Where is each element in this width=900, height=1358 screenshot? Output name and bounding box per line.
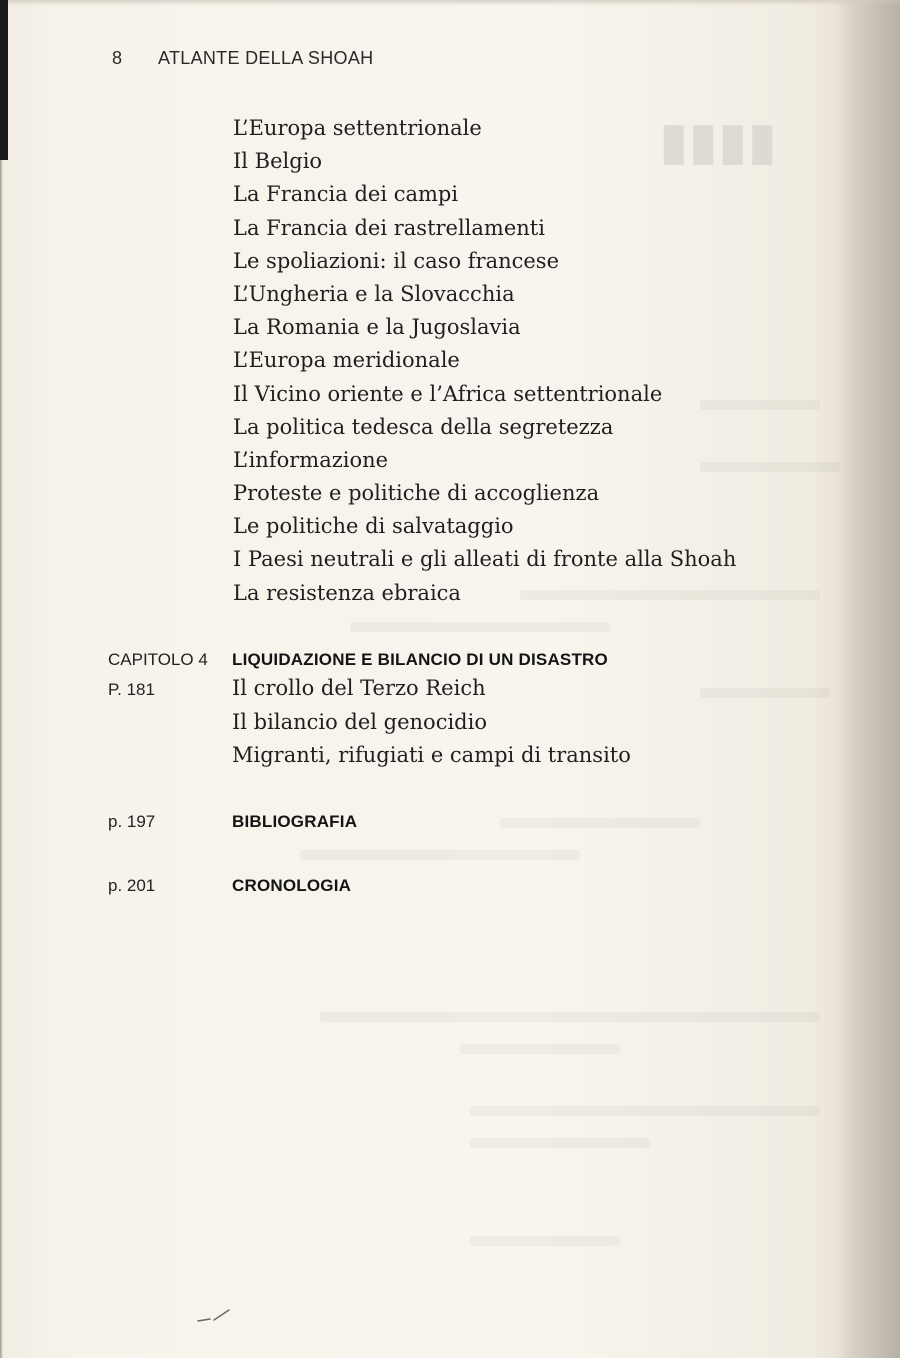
toc-entry: Il Vicino oriente e l’Africa settentrionale (233, 381, 663, 406)
toc-entry: Il crollo del Terzo Reich (232, 676, 486, 700)
show-through-line (350, 622, 610, 632)
toc-entry: Il Belgio (233, 149, 323, 174)
toc-entry: La Francia dei rastrellamenti (233, 215, 545, 240)
toc-entry: L’informazione (233, 447, 389, 472)
page-left-edge (0, 160, 3, 1358)
chapter-label: CAPITOLO 4 (108, 650, 208, 669)
page-top-edge (0, 0, 900, 6)
bibliography-page-ref: p. 197 (108, 812, 156, 831)
pencil-mark (196, 1308, 232, 1324)
chapter3-entry-list (233, 113, 736, 611)
toc-entry: La Romania e la Jugoslavia (233, 315, 521, 340)
chapter4-entry-list (232, 673, 631, 774)
show-through-line (500, 818, 700, 828)
show-through-line (700, 688, 830, 698)
show-through-line (300, 850, 580, 860)
toc-entry: L’Europa settentrionale (233, 116, 482, 140)
toc-entry: Migranti, rifugiati e campi di transito (232, 743, 631, 768)
show-through-line (470, 1236, 620, 1246)
show-through-line (460, 1044, 620, 1054)
toc-entry: Il bilancio del genocidio (232, 709, 487, 734)
chronology-title: CRONOLOGIA (232, 876, 352, 895)
show-through-heading: ▮▮▮▮ (660, 113, 779, 169)
toc-entry: L’Europa meridionale (233, 348, 460, 373)
toc-entry: Le spoliazioni: il caso francese (233, 248, 560, 273)
toc-entry: Proteste e politiche di accoglienza (233, 481, 600, 506)
book-spine-shadow (0, 0, 8, 160)
toc-entry: La politica tedesca della segretezza (233, 414, 614, 439)
chapter-title: LIQUIDAZIONE E BILANCIO DI UN DISASTRO (232, 650, 608, 669)
toc-entry: La Francia dei campi (233, 182, 459, 207)
chapter-page-ref: P. 181 (108, 680, 155, 699)
page-right-shadow (840, 0, 900, 1358)
toc-entry: Le politiche di salvataggio (233, 514, 514, 539)
chronology-page-ref: p. 201 (108, 876, 156, 895)
toc-entry: L’Ungheria e la Slovacchia (233, 281, 515, 306)
running-header (112, 48, 373, 69)
toc-entry: I Paesi neutrali e gli alleati di fronte alla Shoah (233, 547, 737, 572)
bibliography-title: BIBLIOGRAFIA (232, 812, 358, 831)
show-through-line (320, 1012, 820, 1022)
book-title: ATLANTE DELLA SHOAH (158, 48, 374, 68)
toc-entry: La resistenza ebraica (233, 580, 461, 605)
show-through-line (470, 1106, 820, 1116)
page-number: 8 (112, 48, 123, 68)
show-through-line (470, 1138, 650, 1148)
